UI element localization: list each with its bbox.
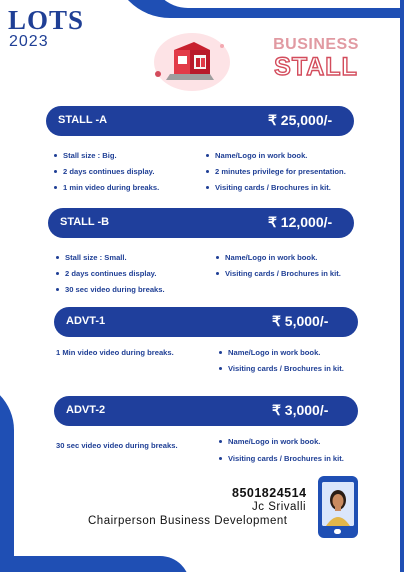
list-item: 2 minutes privilege for presentation. <box>206 167 346 177</box>
package-name: STALL -B <box>60 216 110 228</box>
package-price: ₹ 25,000/- <box>268 112 333 128</box>
mobile-phone-icon <box>318 476 358 538</box>
logo-text: LOTS <box>8 5 85 35</box>
list-item: Visiting cards / Brochures in kit. <box>219 364 344 374</box>
list-item: Name/Logo in work book. <box>219 348 320 358</box>
package-header-stall-b <box>48 208 354 238</box>
logo-year: 2023 <box>9 33 49 50</box>
list-item: Stall size : Small. <box>56 253 127 263</box>
contact-role: Chairperson Business Development <box>88 515 288 527</box>
decor-shape-right <box>400 0 404 572</box>
package-price: ₹ 12,000/- <box>268 214 333 230</box>
title-line-1: BUSINESS <box>273 36 359 53</box>
avatar <box>322 482 354 526</box>
list-item: 30 sec video during breaks. <box>56 285 165 295</box>
contact-name: Jc Srivalli <box>252 501 307 513</box>
list-item: 2 days continues display. <box>54 167 154 177</box>
package-description: 1 Min video video during breaks. <box>56 348 174 357</box>
package-name: ADVT-2 <box>66 404 106 416</box>
list-item: 2 days continues display. <box>56 269 156 279</box>
list-item: 1 min video during breaks. <box>54 183 159 193</box>
list-item: Visiting cards / Brochures in kit. <box>216 269 341 279</box>
package-name: STALL -A <box>58 114 108 126</box>
list-item: Stall size : Big. <box>54 151 117 161</box>
event-logo <box>8 6 84 50</box>
package-header-advt-2 <box>54 396 358 426</box>
list-item: Name/Logo in work book. <box>219 437 320 447</box>
package-description: 30 sec video video during breaks. <box>56 441 178 450</box>
title-line-2: STALL <box>274 53 358 81</box>
contact-phone: 8501824514 <box>232 486 307 500</box>
decor-shape-left <box>0 380 14 572</box>
list-item: Name/Logo in work book. <box>216 253 317 263</box>
package-price: ₹ 3,000/- <box>272 402 329 418</box>
page-title <box>266 36 366 80</box>
package-name: ADVT-1 <box>66 315 106 327</box>
package-header-advt-1 <box>54 307 358 337</box>
home-button <box>334 529 341 534</box>
list-item: Name/Logo in work book. <box>206 151 307 161</box>
list-item: Visiting cards / Brochures in kit. <box>219 454 344 464</box>
stall-illustration-icon <box>150 30 230 92</box>
package-header-stall-a <box>46 106 354 136</box>
package-price: ₹ 5,000/- <box>272 313 329 329</box>
decor-shape-bottom <box>0 556 190 572</box>
list-item: Visiting cards / Brochures in kit. <box>206 183 331 193</box>
decor-shape-top-inner <box>150 0 404 8</box>
